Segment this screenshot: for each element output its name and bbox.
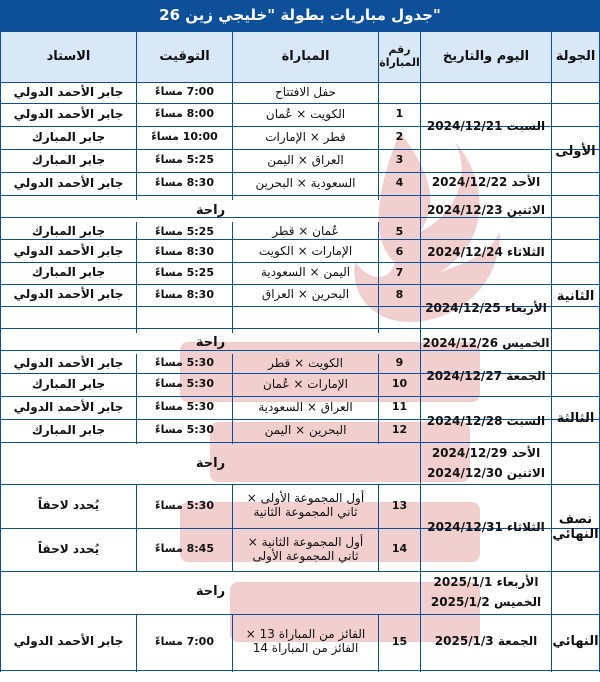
match-venue: جابر المبارك: [31, 152, 106, 167]
match-time: 5:30 مساءً: [155, 498, 214, 512]
match-time: 8:00 مساءً: [155, 107, 214, 121]
match-name: اليمن × السعودية: [260, 265, 351, 280]
match-number: 14: [391, 542, 408, 556]
date-cell: الثلاثاء 2024/12/24: [427, 245, 545, 260]
match-number: 1: [395, 107, 404, 121]
match-number: 9: [395, 356, 404, 370]
date-cell: السبت 2024/12/21: [426, 119, 546, 134]
date-cell: الأحد 2024/12/29: [431, 446, 541, 461]
round-third: الثالثة: [556, 410, 595, 426]
match-time: 8:45 مساءً: [155, 542, 214, 556]
date-cell: الأربعاء 2024/12/25: [425, 300, 547, 315]
match-venue: يُحدد لاحقاً: [37, 541, 100, 556]
match-time: 5:30 مساءً: [155, 423, 214, 437]
match-name: السعودية × البحرين: [255, 175, 356, 190]
match-time: 8:30 مساءً: [155, 287, 214, 301]
rest-row: راحة: [195, 335, 226, 351]
match-number: 11: [391, 400, 408, 414]
match-number: 6: [395, 244, 404, 258]
match-time: 8:30 مساءً: [155, 244, 214, 258]
match-venue: جابر الأحمد الدولي: [13, 634, 124, 649]
page-title: جدول مباريات بطولة "خليجي زين 26": [0, 0, 600, 30]
match-name: العراق × اليمن: [267, 152, 344, 167]
match-number: 8: [395, 287, 404, 301]
date-cell: الخميس 2025/1/2: [430, 595, 542, 610]
match-time: 5:25 مساءً: [155, 153, 214, 167]
header-round: الجولة: [552, 32, 599, 82]
match-venue: جابر الأحمد الدولي: [13, 355, 124, 370]
match-time: 5:30 مساءً: [155, 356, 214, 370]
round-semi: نصف النهائي: [552, 511, 599, 542]
row-divider: [0, 670, 600, 671]
match-number: 12: [391, 423, 408, 437]
round-second: الثانية: [556, 289, 595, 305]
match-number: 13: [391, 498, 408, 512]
match-name: الكويت × قطر: [268, 355, 343, 370]
match-name: قطر × الإمارات: [265, 129, 346, 144]
date-cell: الأربعاء 2025/1/1: [433, 575, 539, 590]
header-match: المباراة: [233, 32, 378, 82]
match-name: البحرين × العراق: [261, 287, 350, 302]
match-name: الإمارات × عُمان: [263, 376, 348, 391]
match-name: عُمان × قطر: [272, 224, 339, 239]
match-name: البحرين × اليمن: [264, 422, 347, 437]
match-name: الفائز من المباراة 13 × الفائز من المباراة 14: [245, 627, 366, 655]
match-time: 5:25 مساءً: [155, 224, 214, 238]
match-number: 15: [391, 634, 408, 648]
header-match-no: رقم المباراة: [379, 32, 420, 82]
match-time: 10:00 مساءً: [151, 130, 218, 144]
match-name: العراق × السعودية: [258, 399, 353, 414]
match-venue: جابر الأحمد الدولي: [13, 287, 124, 302]
round-first: الأولى: [555, 143, 596, 159]
rest-row: راحة: [195, 584, 226, 600]
match-time: 5:30 مساءً: [155, 377, 214, 391]
match-venue: جابر الأحمد الدولي: [13, 399, 124, 414]
date-cell: الجمعة 2025/1/3: [434, 634, 538, 649]
match-venue: جابر المبارك: [31, 224, 106, 239]
round-final: النهائي: [552, 633, 599, 649]
match-time: 5:30 مساءً: [155, 400, 214, 414]
match-venue: جابر المبارك: [31, 376, 106, 391]
match-name: حفل الافتتاح: [275, 84, 336, 99]
match-name: الكويت × عُمان: [265, 106, 346, 121]
header-time: التوقيت: [137, 32, 232, 82]
match-number: 5: [395, 224, 404, 238]
match-name: أول المجموعة الأولى × ثاني المجموعة الثانية: [246, 491, 365, 519]
match-venue: جابر الأحمد الدولي: [13, 106, 124, 121]
date-cell: الثلاثاء 2024/12/31: [427, 519, 545, 534]
match-venue: جابر المبارك: [31, 422, 106, 437]
date-cell: السبت 2024/12/28: [426, 414, 546, 429]
header-venue: الاستاد: [1, 32, 136, 82]
date-cell: الجمعة 2024/12/27: [426, 369, 546, 384]
match-number: 3: [395, 153, 404, 167]
date-cell: الاثنين 2024/12/30: [427, 466, 545, 481]
match-venue: يُحدد لاحقاً: [37, 498, 100, 513]
match-number: 10: [391, 377, 408, 391]
date-cell: الاثنين 2024/12/23: [427, 203, 545, 218]
match-venue: جابر المبارك: [31, 265, 106, 280]
date-cell: الخميس 2024/12/26: [422, 335, 550, 350]
match-number: [379, 82, 420, 103]
rest-row: راحة: [195, 202, 226, 218]
date-cell: الأحد 2024/12/22: [431, 175, 541, 190]
schedule-table: [0, 30, 600, 672]
match-venue: جابر الأحمد الدولي: [13, 244, 124, 259]
match-name: الإمارات × الكويت: [258, 244, 353, 259]
match-name: أول المجموعة الثانية × ثاني المجموعة الأولى: [247, 534, 364, 563]
rest-row: راحة: [195, 455, 226, 471]
match-venue: جابر الأحمد الدولي: [13, 84, 124, 99]
match-number: 2: [395, 130, 404, 144]
match-time: 8:30 مساءً: [155, 176, 214, 190]
match-number: 7: [395, 265, 404, 279]
match-venue: جابر المبارك: [31, 129, 106, 144]
match-venue: جابر الأحمد الدولي: [13, 175, 124, 190]
match-time: 5:25 مساءً: [155, 265, 214, 279]
match-time: 7:00 مساءً: [155, 634, 214, 648]
match-time: 7:00 مساءً: [155, 85, 214, 99]
match-number: 4: [395, 176, 404, 190]
header-day-date: اليوم والتاريخ: [421, 32, 551, 82]
